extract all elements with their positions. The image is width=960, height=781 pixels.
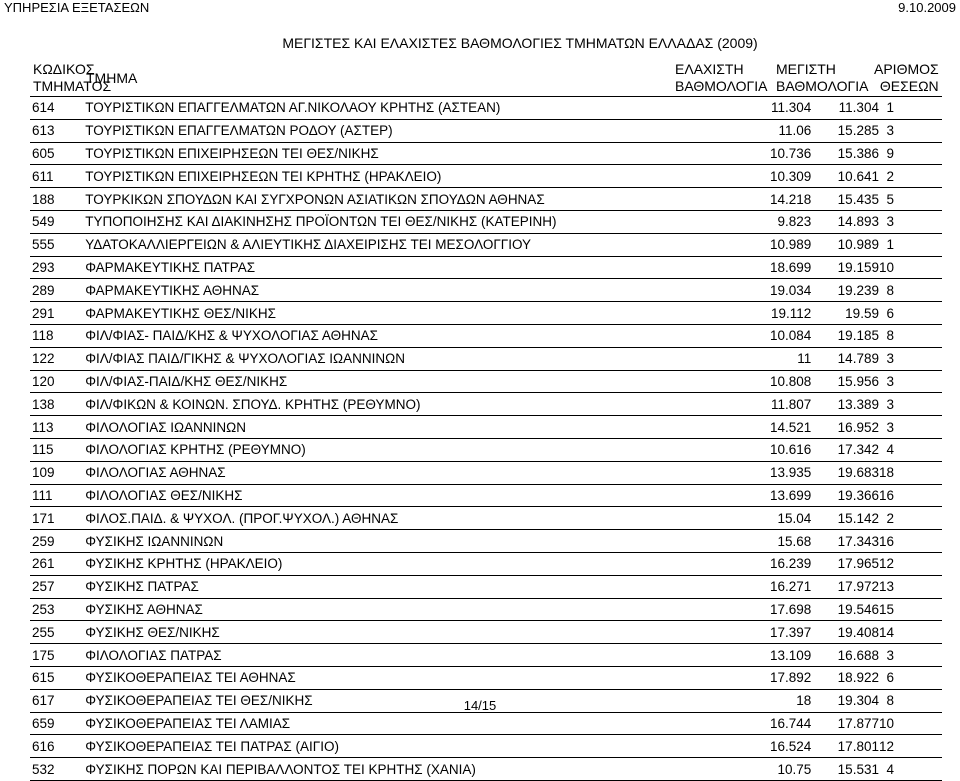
cell-min-score: 11.807 — [638, 393, 811, 416]
cell-department: ΦΥΣΙΚΟΘΕΡΑΠΕΙΑΣ ΤΕΙ ΠΑΤΡΑΣ (ΑΙΓΙΟ) — [85, 735, 638, 758]
cell-max-score: 19.185 — [811, 324, 879, 347]
table-row — [30, 416, 942, 439]
cell-positions: 3 — [879, 644, 942, 667]
cell-max-score: 15.531 — [811, 758, 879, 781]
table-row — [30, 621, 942, 644]
cell-positions: 5 — [879, 188, 942, 211]
cell-positions: 16 — [879, 484, 942, 507]
cell-code: 291 — [30, 302, 85, 325]
table-row — [30, 575, 942, 598]
cell-max-score: 15.435 — [811, 188, 879, 211]
cell-code: 611 — [30, 165, 85, 188]
cell-code: 115 — [30, 438, 85, 461]
cell-max-score: 19.366 — [811, 484, 879, 507]
cell-min-score: 18 — [638, 689, 811, 712]
cell-min-score: 17.698 — [638, 598, 811, 621]
cell-max-score: 10.641 — [811, 165, 879, 188]
cell-max-score: 11.304 — [811, 97, 879, 119]
table-row — [30, 484, 942, 507]
cell-max-score: 19.239 — [811, 279, 879, 302]
header-min — [675, 61, 767, 95]
cell-department: ΦΙΛΟΛΟΓΙΑΣ ΑΘΗΝΑΣ — [85, 461, 638, 484]
header-min-line2: ΒΑΘΜΟΛΟΓΙΑ — [675, 78, 768, 94]
cell-department: ΤΥΠΟΠΟΙΗΣΗΣ ΚΑΙ ΔΙΑΚΙΝΗΣΗΣ ΠΡΟΪΟΝΤΩΝ ΤΕΙ ΘΕΣ/ΝΙΚΗΣ (ΚΑΤΕΡΙΝΗ) — [85, 210, 638, 233]
cell-code: 257 — [30, 575, 85, 598]
cell-code: 188 — [30, 188, 85, 211]
table-row — [30, 188, 942, 211]
cell-positions: 3 — [879, 370, 942, 393]
cell-max-score: 15.142 — [811, 507, 879, 530]
table-row — [30, 666, 942, 689]
cell-code: 259 — [30, 530, 85, 553]
cell-max-score: 17.343 — [811, 530, 879, 553]
cell-code: 113 — [30, 416, 85, 439]
cell-positions: 4 — [879, 758, 942, 781]
cell-min-score: 19.034 — [638, 279, 811, 302]
cell-code: 617 — [30, 689, 85, 712]
table-row — [30, 165, 942, 188]
table-row — [30, 598, 942, 621]
cell-min-score: 16.271 — [638, 575, 811, 598]
cell-code: 605 — [30, 142, 85, 165]
cell-code: 532 — [30, 758, 85, 781]
cell-positions: 9 — [879, 142, 942, 165]
cell-positions: 8 — [879, 689, 942, 712]
table-row — [30, 97, 942, 119]
table-row — [30, 119, 942, 142]
cell-min-score: 11.06 — [638, 119, 811, 142]
header-dept: ΤΜΗΜΑ — [86, 70, 138, 86]
cell-min-score: 15.04 — [638, 507, 811, 530]
cell-positions: 3 — [879, 393, 942, 416]
table-row — [30, 461, 942, 484]
cell-max-score: 14.789 — [811, 347, 879, 370]
table-row — [30, 370, 942, 393]
cell-max-score: 17.965 — [811, 552, 879, 575]
cell-code: 111 — [30, 484, 85, 507]
cell-department: ΤΟΥΡΙΣΤΙΚΩΝ ΕΠΑΓΓΕΛΜΑΤΩΝ ΡΟΔΟΥ (ΑΣΤΕΡ) — [85, 119, 638, 142]
cell-min-score: 13.699 — [638, 484, 811, 507]
cell-positions: 8 — [879, 324, 942, 347]
cell-department: ΦΙΛ/ΦΙΑΣ-ΠΑΙΔ/ΚΗΣ ΘΕΣ/ΝΙΚΗΣ — [85, 370, 638, 393]
table-row — [30, 210, 942, 233]
cell-max-score: 14.893 — [811, 210, 879, 233]
header-max-line1: ΜΕΓΙΣΤΗ — [776, 61, 836, 77]
header-code-line1: ΚΩΔΙΚΟΣ — [33, 61, 95, 77]
cell-code: 615 — [30, 666, 85, 689]
cell-min-score: 10.75 — [638, 758, 811, 781]
cell-min-score: 10.084 — [638, 324, 811, 347]
header-pos-line2: ΘΕΣΕΩΝ — [879, 78, 939, 94]
cell-positions: 12 — [879, 552, 942, 575]
cell-code: 122 — [30, 347, 85, 370]
cell-code: 555 — [30, 233, 85, 256]
cell-positions: 3 — [879, 119, 942, 142]
table-row — [30, 324, 942, 347]
cell-code: 616 — [30, 735, 85, 758]
cell-department: ΦΙΛΟΛΟΓΙΑΣ ΘΕΣ/ΝΙΚΗΣ — [85, 484, 638, 507]
cell-department: ΦΥΣΙΚΟΘΕΡΑΠΕΙΑΣ ΤΕΙ ΘΕΣ/ΝΙΚΗΣ — [85, 689, 638, 712]
table-row — [30, 530, 942, 553]
table-row — [30, 438, 942, 461]
cell-department: ΦΙΛ/ΦΙΑΣ- ΠΑΙΔ/ΚΗΣ & ΨΥΧΟΛΟΓΙΑΣ ΑΘΗΝΑΣ — [85, 324, 638, 347]
header-positions — [874, 61, 939, 95]
cell-department: ΦΙΛ/ΦΙΑΣ ΠΑΙΔ/ΓΙΚΗΣ & ΨΥΧΟΛΟΓΙΑΣ ΙΩΑΝΝΙΝΩΝ — [85, 347, 638, 370]
cell-department: ΤΟΥΡΙΣΤΙΚΩΝ ΕΠΙΧΕΙΡΗΣΕΩΝ ΤΕΙ ΘΕΣ/ΝΙΚΗΣ — [85, 142, 638, 165]
table-row — [30, 233, 942, 256]
cell-min-score: 18.699 — [638, 256, 811, 279]
cell-positions: 1 — [879, 97, 942, 119]
cell-department: ΦΙΛΟΛΟΓΙΑΣ ΠΑΤΡΑΣ — [85, 644, 638, 667]
cell-max-score: 13.389 — [811, 393, 879, 416]
cell-min-score: 10.616 — [638, 438, 811, 461]
cell-max-score: 19.408 — [811, 621, 879, 644]
cell-department: ΦΥΣΙΚΗΣ ΚΡΗΤΗΣ (ΗΡΑΚΛΕΙΟ) — [85, 552, 638, 575]
cell-code: 138 — [30, 393, 85, 416]
cell-code: 293 — [30, 256, 85, 279]
header-pos-line1: ΑΡΙΘΜΟΣ — [874, 61, 939, 77]
table-row — [30, 712, 942, 735]
cell-positions: 8 — [879, 279, 942, 302]
cell-department: ΦΥΣΙΚΗΣ ΙΩΑΝΝΙΝΩΝ — [85, 530, 638, 553]
cell-max-score: 10.989 — [811, 233, 879, 256]
table-row — [30, 142, 942, 165]
header-max — [776, 61, 868, 95]
cell-positions: 15 — [879, 598, 942, 621]
header-code-line2: ΤΜΗΜΑΤΟΣ — [33, 78, 112, 94]
cell-min-score: 16.239 — [638, 552, 811, 575]
table-row — [30, 644, 942, 667]
cell-min-score: 11 — [638, 347, 811, 370]
cell-max-score: 16.688 — [811, 644, 879, 667]
cell-min-score: 13.935 — [638, 461, 811, 484]
cell-min-score: 15.68 — [638, 530, 811, 553]
cell-department: ΦΑΡΜΑΚΕΥΤΙΚΗΣ ΠΑΤΡΑΣ — [85, 256, 638, 279]
table-row — [30, 735, 942, 758]
cell-max-score: 19.683 — [811, 461, 879, 484]
cell-code: 171 — [30, 507, 85, 530]
cell-department: ΦΙΛΟΛΟΓΙΑΣ ΙΩΑΝΝΙΝΩΝ — [85, 416, 638, 439]
cell-positions: 6 — [879, 302, 942, 325]
header-max-line2: ΒΑΘΜΟΛΟΓΙΑ — [776, 78, 869, 94]
cell-min-score: 17.892 — [638, 666, 811, 689]
cell-positions: 2 — [879, 507, 942, 530]
cell-max-score: 19.546 — [811, 598, 879, 621]
cell-max-score: 18.922 — [811, 666, 879, 689]
cell-code: 289 — [30, 279, 85, 302]
cell-code: 659 — [30, 712, 85, 735]
cell-max-score: 16.952 — [811, 416, 879, 439]
cell-min-score: 10.808 — [638, 370, 811, 393]
header-min-line1: ΕΛΑΧΙΣΤΗ — [675, 61, 744, 77]
cell-code: 261 — [30, 552, 85, 575]
cell-department: ΤΟΥΡΚΙΚΩΝ ΣΠΟΥΔΩΝ ΚΑΙ ΣΥΓΧΡΟΝΩΝ ΑΣΙΑΤΙΚΩΝ ΣΠΟΥΔΩΝ ΑΘΗΝΑΣ — [85, 188, 638, 211]
cell-department: ΦΥΣΙΚΗΣ ΘΕΣ/ΝΙΚΗΣ — [85, 621, 638, 644]
cell-department: ΦΙΛΟΛΟΓΙΑΣ ΚΡΗΤΗΣ (ΡΕΘΥΜΝΟ) — [85, 438, 638, 461]
cell-max-score: 19.59 — [811, 302, 879, 325]
cell-department: ΦΥΣΙΚΗΣ ΑΘΗΝΑΣ — [85, 598, 638, 621]
cell-min-score: 17.397 — [638, 621, 811, 644]
cell-min-score: 16.744 — [638, 712, 811, 735]
cell-code: 255 — [30, 621, 85, 644]
table-row — [30, 256, 942, 279]
table-row — [30, 507, 942, 530]
table-row — [30, 758, 942, 781]
cell-max-score: 15.386 — [811, 142, 879, 165]
cell-positions: 18 — [879, 461, 942, 484]
cell-positions: 16 — [879, 530, 942, 553]
cell-positions: 10 — [879, 712, 942, 735]
cell-max-score: 17.801 — [811, 735, 879, 758]
cell-max-score: 17.342 — [811, 438, 879, 461]
cell-department: ΦΙΛ/ΦΙΚΩΝ & ΚΟΙΝΩΝ. ΣΠΟΥΔ. ΚΡΗΤΗΣ (ΡΕΘΥΜΝΟ) — [85, 393, 638, 416]
cell-department: ΦΑΡΜΑΚΕΥΤΙΚΗΣ ΑΘΗΝΑΣ — [85, 279, 638, 302]
table-row — [30, 279, 942, 302]
page-number: 14/15 — [463, 698, 497, 713]
cell-min-score: 11.304 — [638, 97, 811, 119]
cell-department: ΥΔΑΤΟΚΑΛΛΙΕΡΓΕΙΩΝ & ΑΛΙΕΥΤΙΚΗΣ ΔΙΑΧΕΙΡΙΣΗΣ ΤΕΙ ΜΕΣΟΛΟΓΓΙΟΥ — [85, 233, 638, 256]
cell-positions: 13 — [879, 575, 942, 598]
cell-min-score: 10.736 — [638, 142, 811, 165]
cell-min-score: 10.309 — [638, 165, 811, 188]
cell-min-score: 9.823 — [638, 210, 811, 233]
cell-code: 175 — [30, 644, 85, 667]
cell-max-score: 17.877 — [811, 712, 879, 735]
cell-max-score: 15.285 — [811, 119, 879, 142]
cell-positions: 3 — [879, 416, 942, 439]
cell-max-score: 19.159 — [811, 256, 879, 279]
cell-positions: 14 — [879, 621, 942, 644]
cell-positions: 4 — [879, 438, 942, 461]
page-title: ΜΕΓΙΣΤΕΣ ΚΑΙ ΕΛΑΧΙΣΤΕΣ ΒΑΘΜΟΛΟΓΙΕΣ ΤΜΗΜΑΤΩΝ ΕΛΛΑΔΑΣ (2009) — [282, 35, 758, 51]
cell-department: ΦΑΡΜΑΚΕΥΤΙΚΗΣ ΘΕΣ/ΝΙΚΗΣ — [85, 302, 638, 325]
table-row — [30, 552, 942, 575]
table-row — [30, 393, 942, 416]
cell-code: 120 — [30, 370, 85, 393]
cell-max-score: 15.956 — [811, 370, 879, 393]
cell-min-score: 14.218 — [638, 188, 811, 211]
cell-positions: 1 — [879, 233, 942, 256]
cell-positions: 6 — [879, 666, 942, 689]
cell-code: 253 — [30, 598, 85, 621]
cell-department: ΦΥΣΙΚΟΘΕΡΑΠΕΙΑΣ ΤΕΙ ΑΘΗΝΑΣ — [85, 666, 638, 689]
cell-code: 614 — [30, 97, 85, 119]
cell-positions: 3 — [879, 347, 942, 370]
cell-max-score: 19.304 — [811, 689, 879, 712]
cell-department: ΦΥΣΙΚΗΣ ΠΑΤΡΑΣ — [85, 575, 638, 598]
cell-department: ΦΙΛΟΣ.ΠΑΙΔ. & ΨΥΧΟΛ. (ΠΡΟΓ.ΨΥΧΟΛ.) ΑΘΗΝΑΣ — [85, 507, 638, 530]
cell-min-score: 19.112 — [638, 302, 811, 325]
cell-positions: 10 — [879, 256, 942, 279]
cell-max-score: 17.972 — [811, 575, 879, 598]
cell-positions: 2 — [879, 165, 942, 188]
cell-min-score: 14.521 — [638, 416, 811, 439]
cell-positions: 12 — [879, 735, 942, 758]
cell-code: 109 — [30, 461, 85, 484]
table-row — [30, 347, 942, 370]
cell-min-score: 16.524 — [638, 735, 811, 758]
cell-department: ΤΟΥΡΙΣΤΙΚΩΝ ΕΠΑΓΓΕΛΜΑΤΩΝ ΑΓ.ΝΙΚΟΛΑΟΥ ΚΡΗΤΗΣ (ΑΣΤΕΑΝ) — [85, 97, 638, 119]
cell-min-score: 10.989 — [638, 233, 811, 256]
scores-table — [30, 97, 942, 781]
cell-min-score: 13.109 — [638, 644, 811, 667]
cell-department: ΦΥΣΙΚΗΣ ΠΟΡΩΝ ΚΑΙ ΠΕΡΙΒΑΛΛΟΝΤΟΣ ΤΕΙ ΚΡΗΤΗΣ (ΧΑΝΙΑ) — [85, 758, 638, 781]
cell-department: ΦΥΣΙΚΟΘΕΡΑΠΕΙΑΣ ΤΕΙ ΛΑΜΙΑΣ — [85, 712, 638, 735]
table-row — [30, 302, 942, 325]
document-date: 9.10.2009 — [898, 0, 956, 15]
cell-department: ΤΟΥΡΙΣΤΙΚΩΝ ΕΠΙΧΕΙΡΗΣΕΩΝ ΤΕΙ ΚΡΗΤΗΣ (ΗΡΑΚΛΕΙΟ) — [85, 165, 638, 188]
cell-code: 549 — [30, 210, 85, 233]
service-name: ΥΠΗΡΕΣΙΑ ΕΞΕΤΑΣΕΩΝ — [4, 0, 150, 15]
cell-code: 118 — [30, 324, 85, 347]
cell-code: 613 — [30, 119, 85, 142]
cell-positions: 3 — [879, 210, 942, 233]
